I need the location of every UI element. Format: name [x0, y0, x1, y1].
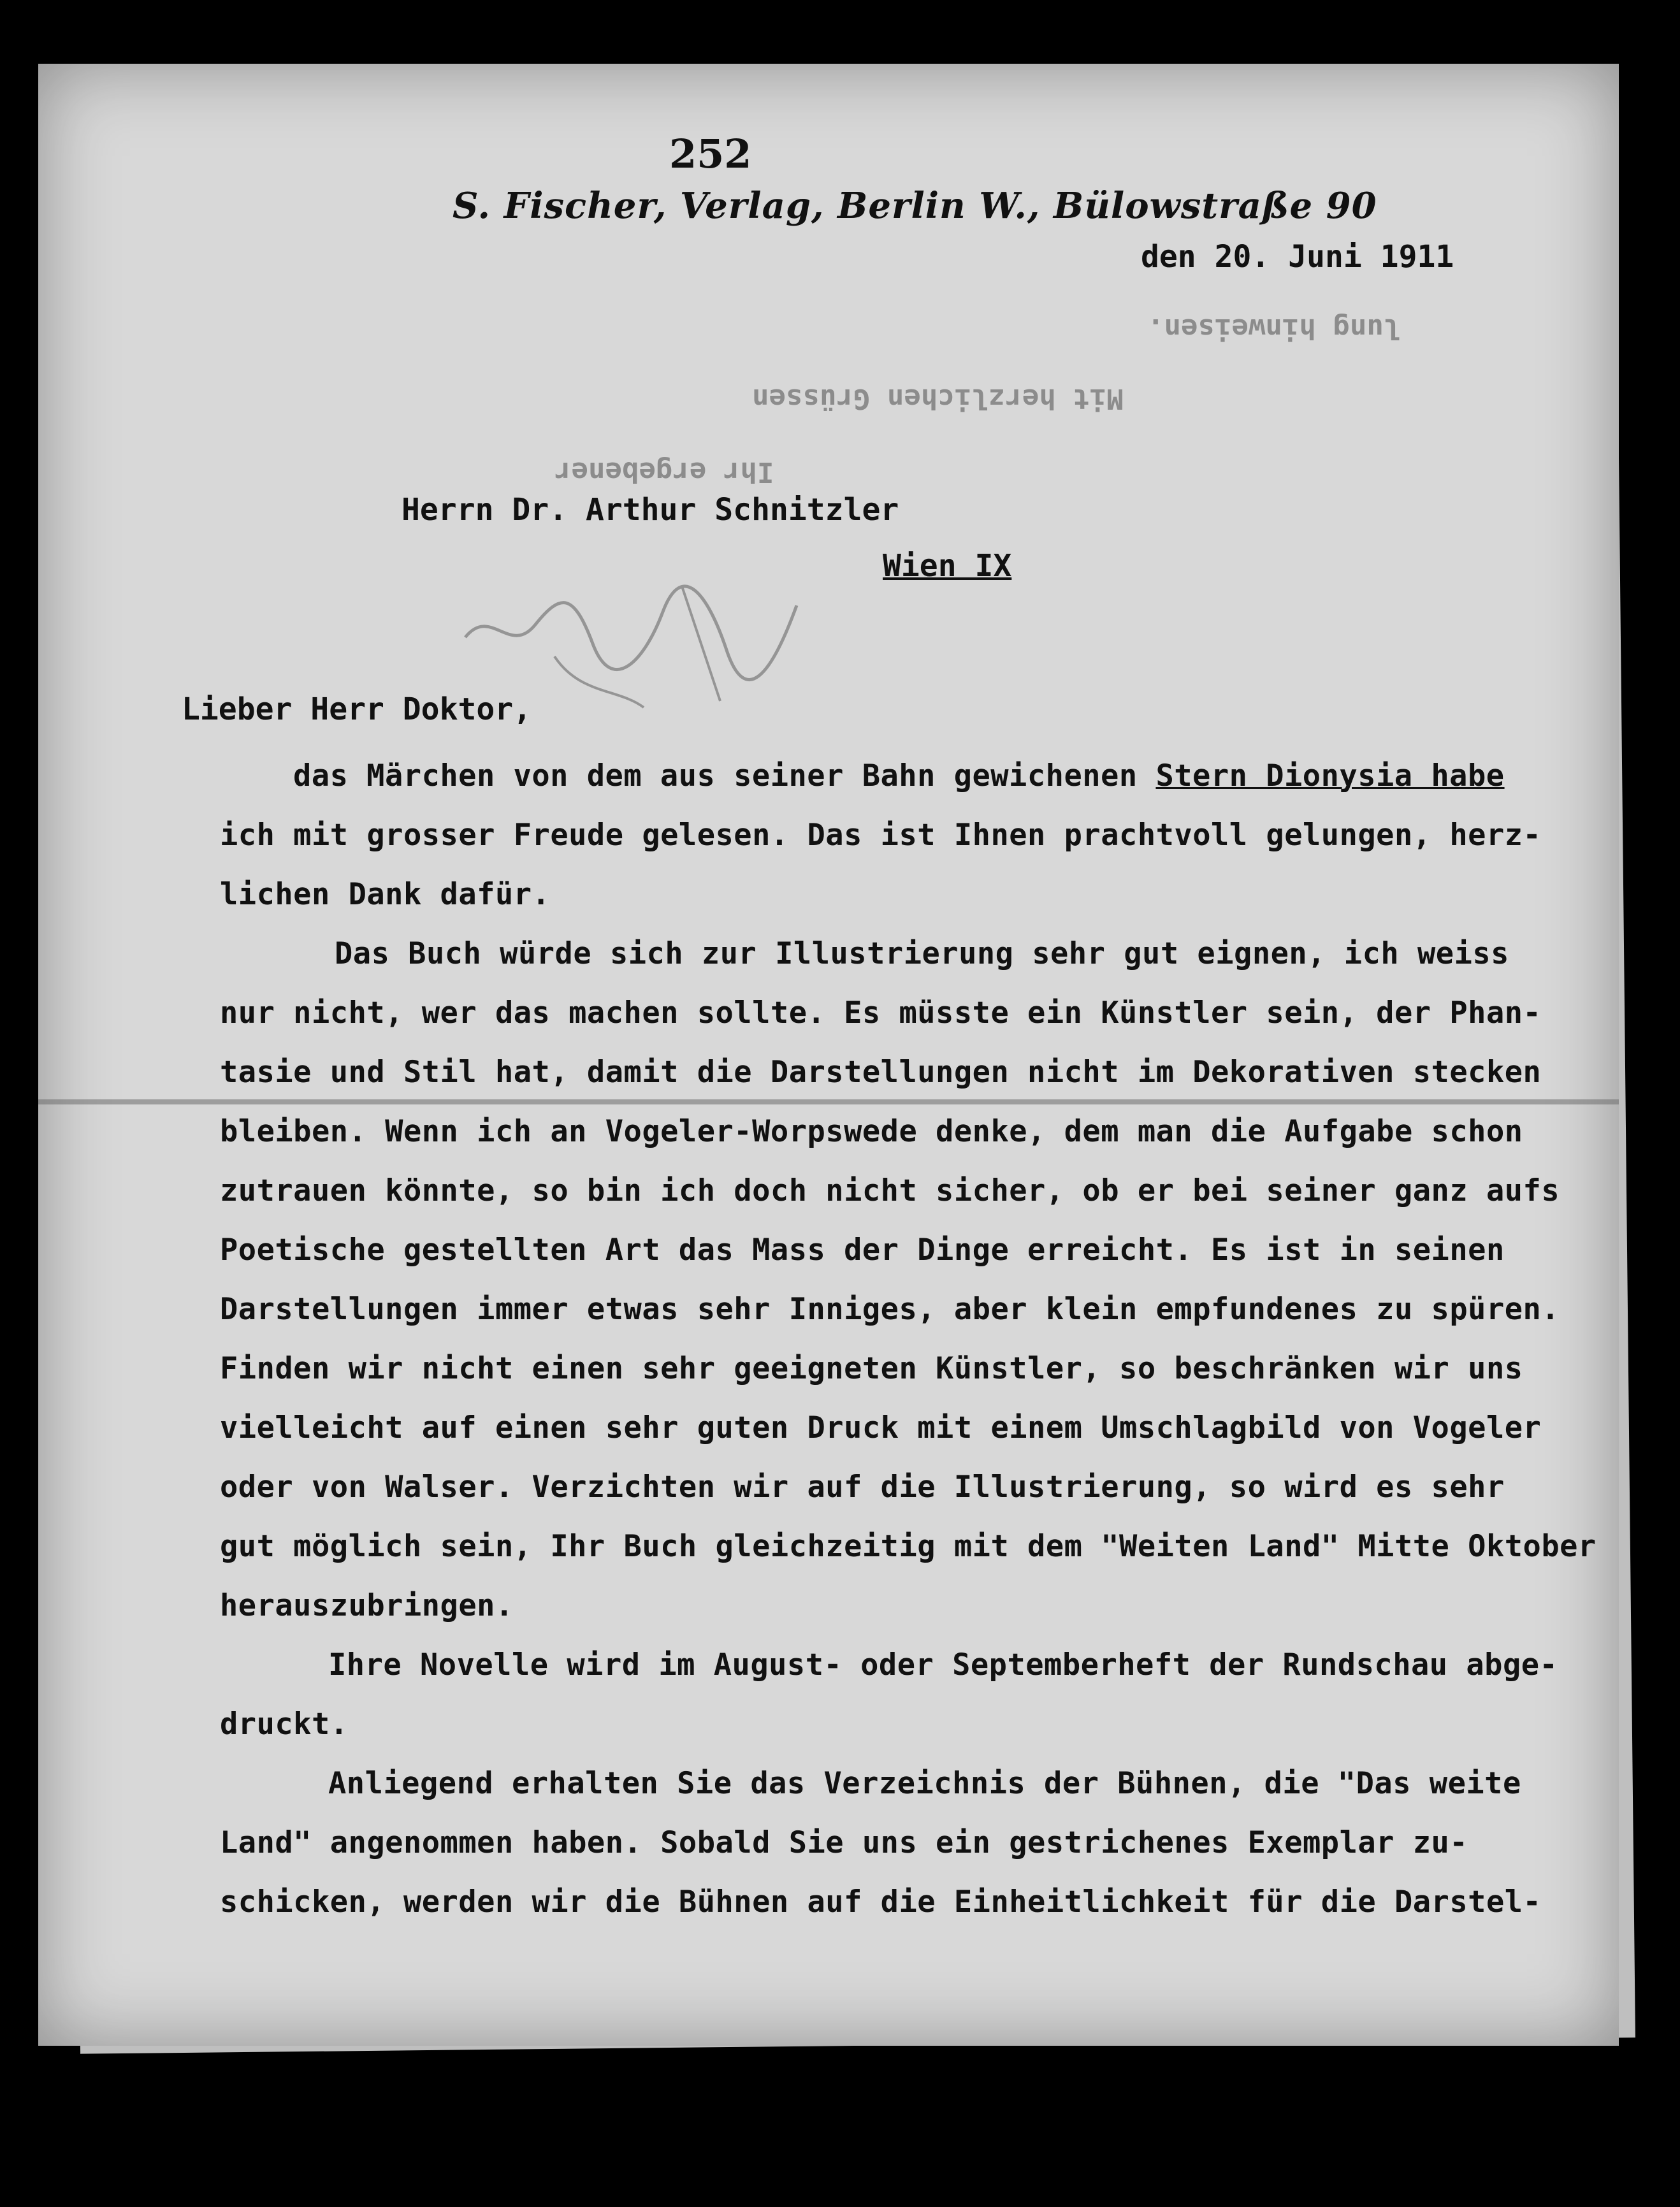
body-line: herauszubringen.: [220, 1588, 514, 1623]
body-line: schicken, werden wir die Bühnen auf die Einheitlichkeit für die Darstel-: [220, 1885, 1542, 1920]
body-line: Das Buch würde sich zur Illustrierung sehr gut eignen, ich weiss: [335, 936, 1509, 971]
bleed-through-text: Mit herzlichen Grüssen: [752, 382, 1124, 415]
bleed-through-text: lung hinweisen.: [1147, 312, 1401, 345]
recipient-city: Wien IX: [883, 548, 1012, 584]
letter-page: [38, 64, 1619, 2046]
body-line: Darstellungen immer etwas sehr Inniges, aber klein empfundenes zu spüren.: [220, 1292, 1560, 1327]
body-line: oder von Walser. Verzichten wir auf die Illustrierung, so wird es sehr: [220, 1470, 1505, 1505]
body-line: [293, 758, 1505, 793]
body-line: Anliegend erhalten Sie das Verzeichnis der Bühnen, die "Das weite: [328, 1766, 1521, 1801]
recipient: Herrn Dr. Arthur Schnitzler: [402, 492, 899, 528]
body-line: Land" angenommen haben. Sobald Sie uns ein gestrichenes Exemplar zu-: [220, 1825, 1468, 1860]
body-line: ich mit grosser Freude gelesen. Das ist Ihnen prachtvoll gelungen, herz-: [220, 818, 1542, 853]
letterhead: S. Fischer, Verlag, Berlin W., Bülowstraße 90: [453, 185, 1377, 227]
salutation: Lieber Herr Doktor,: [182, 691, 532, 727]
body-line: tasie und Stil hat, damit die Darstellungen nicht im Dekorativen stecken: [220, 1055, 1542, 1090]
archive-number: 252: [669, 131, 752, 177]
body-line: Ihre Novelle wird im August- oder Septemberheft der Rundschau abge-: [328, 1647, 1558, 1682]
body-line: lichen Dank dafür.: [220, 877, 551, 912]
body-line: gut möglich sein, Ihr Buch gleichzeitig mit dem "Weiten Land" Mitte Oktober: [220, 1529, 1597, 1564]
letter-date: den 20. Juni 1911: [1141, 239, 1454, 275]
body-line-text: das Märchen von dem aus seiner Bahn gewichenen: [293, 758, 1138, 793]
bleed-through-text: Ihr ergebener: [554, 456, 774, 488]
body-line: Finden wir nicht einen sehr geeigneten Künstler, so beschränken wir uns: [220, 1351, 1523, 1386]
body-line: Poetische gestellten Art das Mass der Dinge erreicht. Es ist in seinen: [220, 1233, 1505, 1268]
body-line: druckt.: [220, 1707, 349, 1742]
body-line: vielleicht auf einen sehr guten Druck mit einem Umschlagbild von Vogeler: [220, 1410, 1542, 1445]
body-line: bleiben. Wenn ich an Vogeler-Worpswede denke, dem man die Aufgabe schon: [220, 1114, 1523, 1149]
struck-through-text: Stern Dionysia habe: [1155, 758, 1505, 793]
page-fold-line: [38, 1099, 1619, 1104]
body-line: nur nicht, wer das machen sollte. Es müsste ein Künstler sein, der Phan-: [220, 995, 1542, 1031]
body-line: zutrauen könnte, so bin ich doch nicht sicher, ob er bei seiner ganz aufs: [220, 1173, 1560, 1208]
